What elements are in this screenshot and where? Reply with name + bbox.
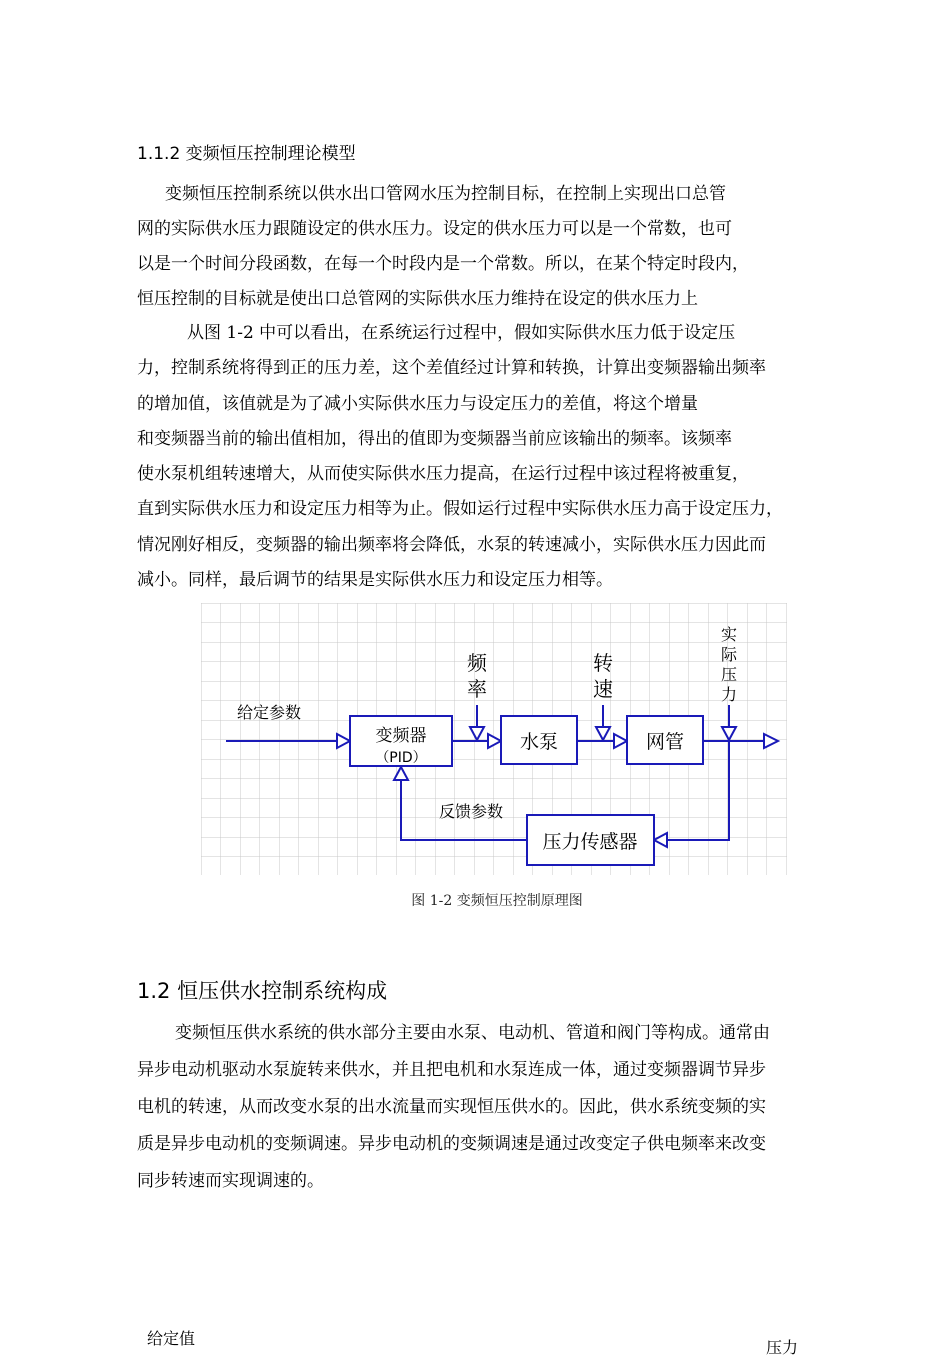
vfd-label: 变频器 [375, 726, 427, 746]
text-line: 网的实际供水压力跟随设定的供水压力。设定的供水压力可以是一个常数，也可 [137, 219, 732, 239]
text-line: 恒压控制的目标就是使出口总管网的实际供水压力维持在设定的供水压力上 [137, 289, 698, 309]
text-line: 同步转速而实现调速的。 [137, 1171, 324, 1191]
freq-label: 频 [467, 651, 487, 675]
pressure-label: 际 [720, 645, 738, 664]
sensor-label: 压力传感器 [542, 831, 638, 853]
pressure-label: 实 [720, 625, 738, 644]
text-line: 质是异步电动机的变频调速。异步电动机的变频调速是通过改变定子供电频率来改变 [137, 1134, 766, 1154]
text-line: 电机的转速，从而改变水泵的出水流量而实现恒压供水的。因此，供水系统变频的实 [137, 1097, 766, 1117]
text-line: 情况刚好相反，变频器的输出频率将会降低，水泵的转速减小，实际供水压力因此而 [137, 535, 766, 555]
section-heading-1-1-2: 1.1.2 变频恒压控制理论模型 [137, 144, 356, 164]
control-block-diagram [201, 603, 787, 875]
speed-label: 速 [593, 677, 613, 701]
text-line: 异步电动机驱动水泵旋转来供水，并且把电机和水泵连成一体，通过变频器调节异步 [137, 1060, 766, 1080]
figure-caption: 图 1-2 变频恒压控制原理图 [411, 893, 583, 909]
footer-right-text: 压力 [766, 1338, 799, 1357]
pressure-label: 力 [720, 685, 738, 704]
section-heading-1-2: 1.2 恒压供水控制系统构成 [137, 979, 388, 1003]
text-line: 变频恒压供水系统的供水部分主要由水泵、电动机、管道和阀门等构成。通常由 [175, 1023, 770, 1043]
text-line: 使水泵机组转速增大，从而使实际供水压力提高，在运行过程中该过程将被重复， [137, 464, 749, 484]
pressure-label: 压 [720, 665, 738, 684]
text-line: 以是一个时间分段函数，在每一个时段内是一个常数。所以，在某个特定时段内， [137, 254, 749, 274]
vfd-sub-label: （PID） [375, 750, 427, 766]
text-line: 和变频器当前的输出值相加，得出的值即为变频器当前应该输出的频率。该频率 [137, 429, 732, 449]
text-line: 变频恒压控制系统以供水出口管网水压为控制目标，在控制上实现出口总管 [165, 184, 726, 204]
text-line: 从图 1-2 中可以看出，在系统运行过程中，假如实际供水压力低于设定压 [187, 323, 736, 343]
text-line: 力，控制系统将得到正的压力差，这个差值经过计算和转换，计算出变频器输出频率 [137, 358, 766, 378]
text-line: 直到实际供水压力和设定压力相等为止。假如运行过程中实际供水压力高于设定压力， [137, 499, 783, 519]
pipe-label: 网管 [645, 731, 685, 753]
footer-left-text: 给定值 [147, 1329, 196, 1348]
feedback-label: 反馈参数 [439, 802, 504, 821]
pump-label: 水泵 [519, 731, 559, 753]
text-line: 的增加值，该值就是为了减小实际供水压力与设定压力的差值，将这个增量 [137, 394, 698, 414]
speed-label: 转 [593, 651, 613, 675]
text-line: 减小。同样，最后调节的结果是实际供水压力和设定压力相等。 [137, 570, 613, 590]
input-label: 给定参数 [237, 703, 302, 722]
freq-label: 率 [467, 677, 487, 701]
